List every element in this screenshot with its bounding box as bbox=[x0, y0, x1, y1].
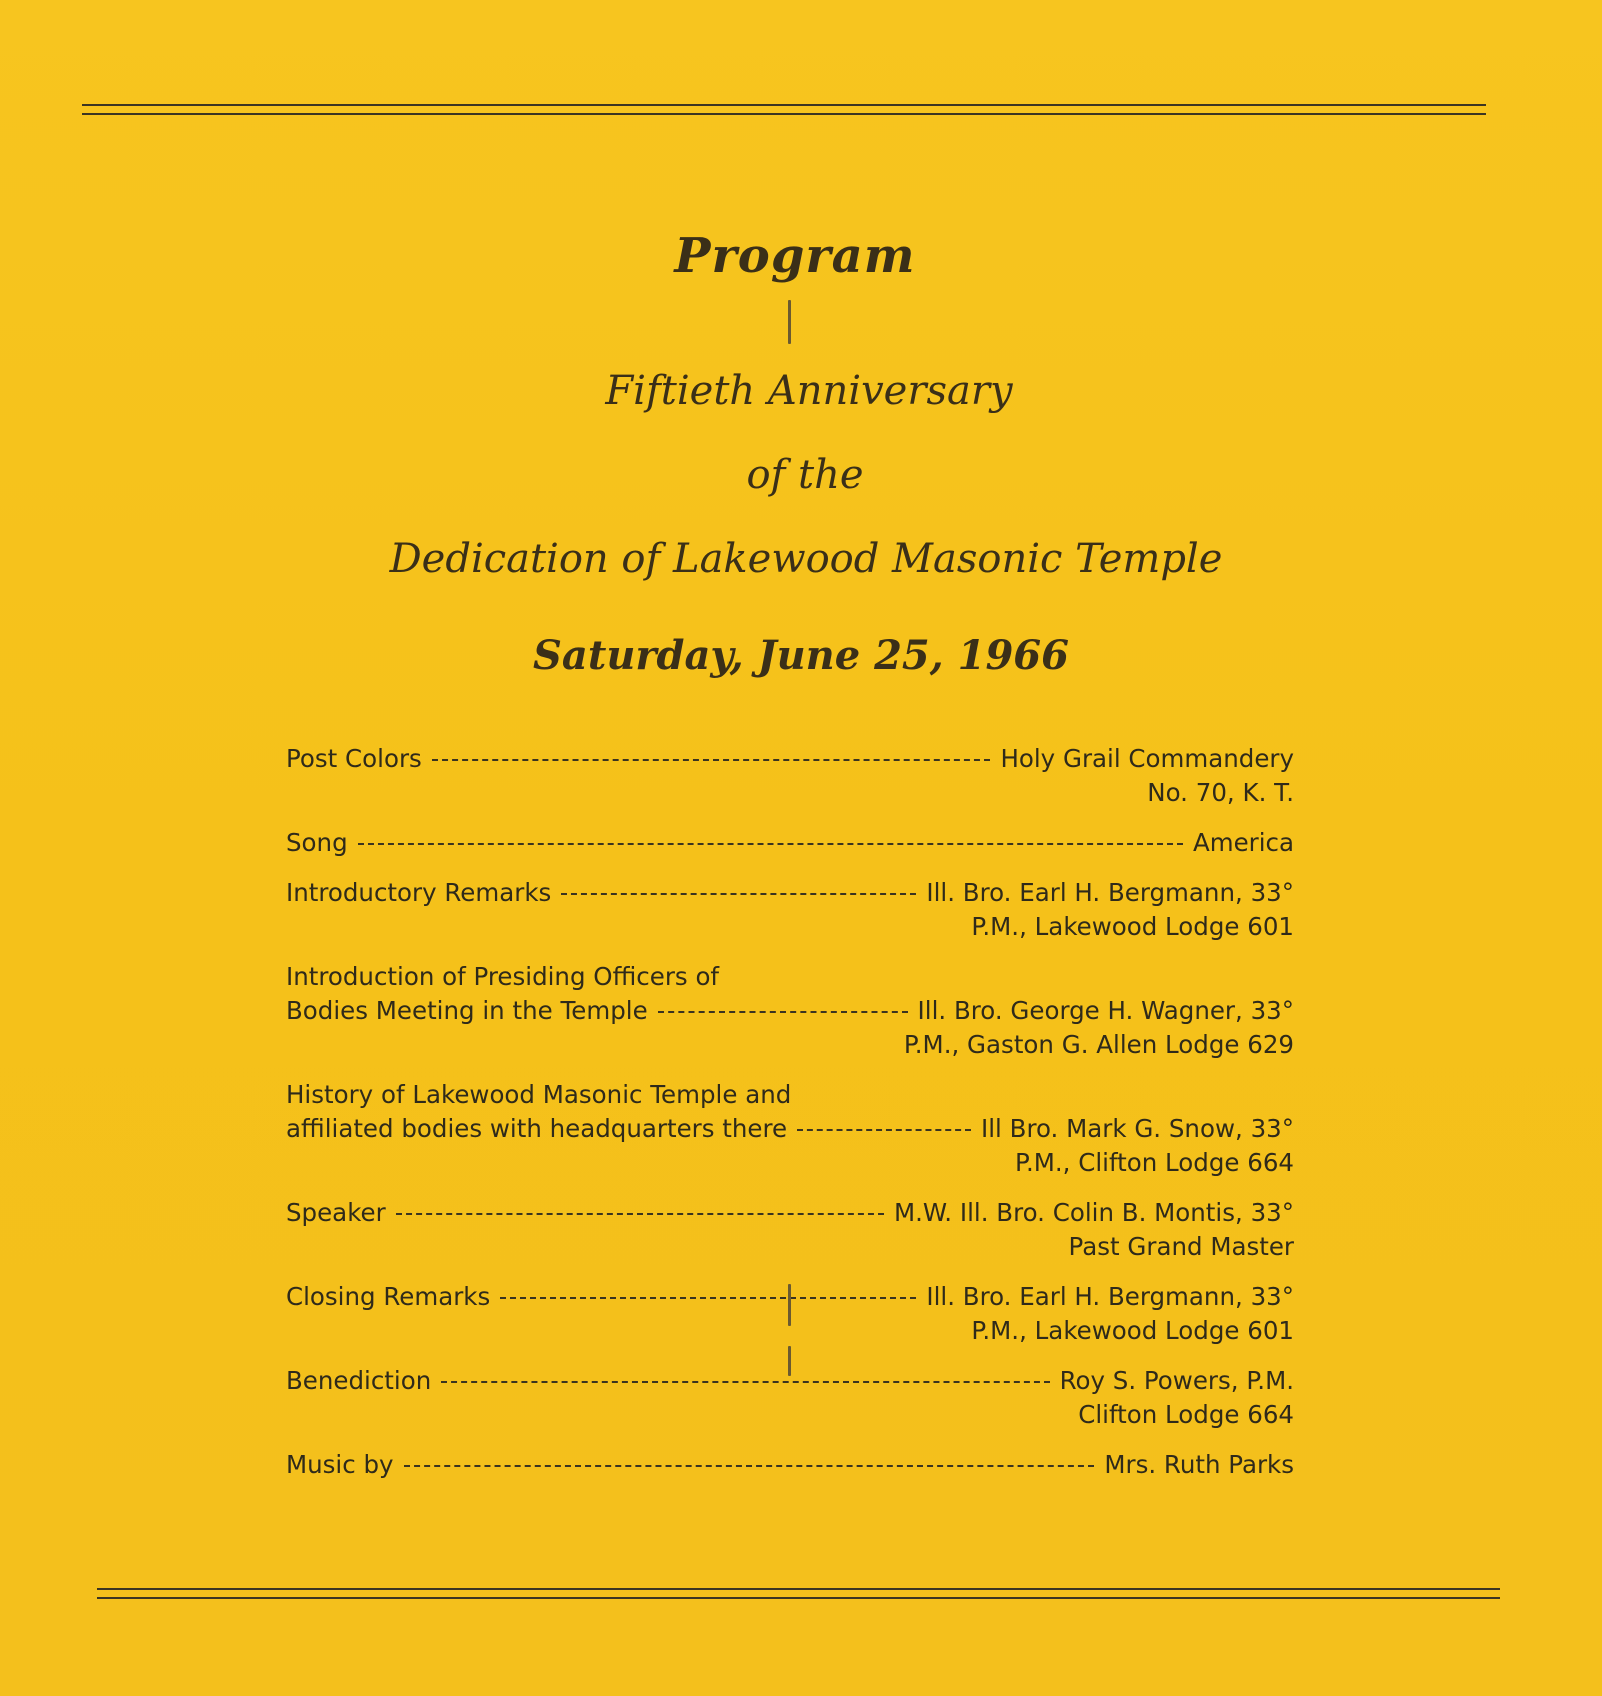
item-label-first-line: History of Lakewood Masonic Temple and bbox=[286, 1080, 792, 1109]
program-item-introduction-officers bbox=[286, 960, 1294, 1062]
program-list bbox=[286, 742, 1294, 1498]
staple-top bbox=[788, 300, 791, 344]
item-value: Roy S. Powers, P.M. bbox=[1059, 1366, 1294, 1395]
item-label: affiliated bodies with headquarters there bbox=[286, 1114, 788, 1143]
program-item-history bbox=[286, 1078, 1294, 1180]
program-title: Program bbox=[674, 228, 916, 284]
item-value-continued: P.M., Lakewood Lodge 601 bbox=[971, 912, 1294, 941]
program-item-song bbox=[286, 826, 1294, 860]
dotted-leader bbox=[432, 759, 991, 761]
item-value: America bbox=[1192, 828, 1294, 857]
dotted-leader bbox=[358, 843, 1183, 845]
bottom-double-rule bbox=[97, 1588, 1500, 1599]
item-label-first-line: Introduction of Presiding Officers of bbox=[286, 962, 720, 991]
top-double-rule bbox=[82, 104, 1486, 115]
dotted-leader bbox=[500, 1297, 916, 1299]
program-item-music bbox=[286, 1448, 1294, 1482]
item-label: Song bbox=[286, 828, 348, 857]
dedication-heading: Dedication of Lakewood Masonic Temple bbox=[389, 536, 1223, 582]
item-label: Post Colors bbox=[286, 744, 422, 773]
staple-bottom-lower bbox=[788, 1346, 791, 1376]
dotted-leader bbox=[658, 1011, 908, 1013]
anniversary-heading: Fiftieth Anniversary bbox=[605, 368, 1013, 414]
item-value: Ill. Bro. George H. Wagner, 33° bbox=[917, 996, 1294, 1025]
item-value-continued: P.M., Gaston G. Allen Lodge 629 bbox=[903, 1030, 1294, 1059]
item-value: Holy Grail Commandery bbox=[1000, 744, 1294, 773]
of-the-heading: of the bbox=[746, 452, 864, 498]
event-date: Saturday, June 25, 1966 bbox=[533, 632, 1069, 679]
item-label: Music by bbox=[286, 1450, 394, 1479]
program-item-speaker bbox=[286, 1196, 1294, 1264]
item-value: Ill. Bro. Earl H. Bergmann, 33° bbox=[926, 1282, 1294, 1311]
item-label: Introductory Remarks bbox=[286, 878, 552, 907]
item-label: Speaker bbox=[286, 1198, 386, 1227]
item-value-continued: Clifton Lodge 664 bbox=[1078, 1400, 1294, 1429]
item-label: Benediction bbox=[286, 1366, 432, 1395]
dotted-leader bbox=[396, 1213, 884, 1215]
dotted-leader bbox=[441, 1381, 1049, 1383]
item-value: Ill. Bro. Earl H. Bergmann, 33° bbox=[926, 878, 1294, 907]
dotted-leader bbox=[404, 1465, 1095, 1467]
item-value-continued: P.M., Clifton Lodge 664 bbox=[1014, 1148, 1294, 1177]
item-value-continued: P.M., Lakewood Lodge 601 bbox=[971, 1316, 1294, 1345]
item-label: Bodies Meeting in the Temple bbox=[286, 996, 648, 1025]
item-value: M.W. Ill. Bro. Colin B. Montis, 33° bbox=[893, 1198, 1294, 1227]
program-item-introductory-remarks bbox=[286, 876, 1294, 944]
dotted-leader bbox=[797, 1129, 971, 1131]
dotted-leader bbox=[561, 893, 916, 895]
item-label: Closing Remarks bbox=[286, 1282, 491, 1311]
item-value-continued: Past Grand Master bbox=[1068, 1232, 1294, 1261]
item-value: Mrs. Ruth Parks bbox=[1104, 1450, 1294, 1479]
item-value: Ill Bro. Mark G. Snow, 33° bbox=[981, 1114, 1294, 1143]
item-value-continued: No. 70, K. T. bbox=[1147, 778, 1294, 807]
program-item-post-colors bbox=[286, 742, 1294, 810]
staple-bottom bbox=[788, 1284, 791, 1326]
